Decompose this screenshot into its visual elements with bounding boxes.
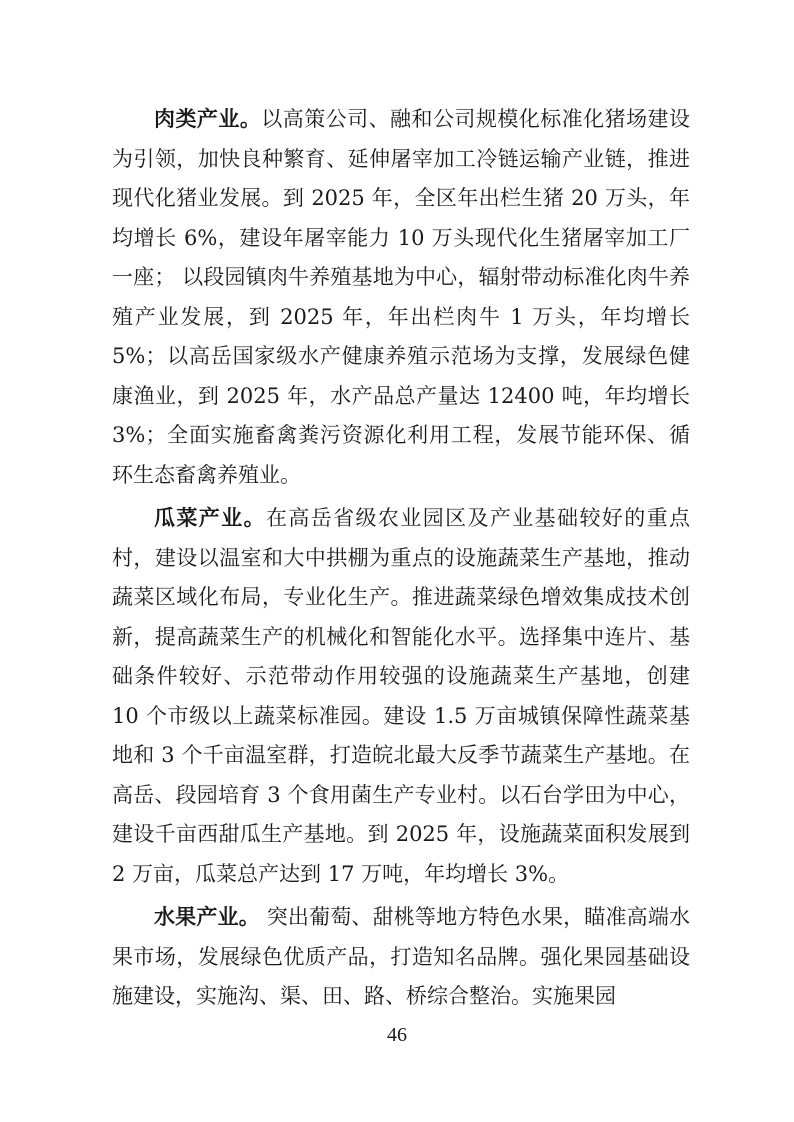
page-number: 46 — [387, 1024, 407, 1046]
paragraph-text: 在高岳省级农业园区及产业基础较好的重点村，建设以温室和大中拱棚为重点的设施蔬菜生产基地，推动蔬菜区域化布局，专业化生产。推进蔬菜绿色增效集成技术创新，提高蔬菜生产的机械化和智能化水平。选择集中连片、基础条件较好、示范带动作用较强的设施蔬菜生产基地，创建 10 个市级以上蔬菜标准园。建设 1.5 万亩城镇保障性蔬菜基地和 3 个千亩温室群，打造皖北最大反季节蔬菜生产基地。在高岳、段园培育 3 个食用菌生产专业村。以石台学田为中心，建设千亩西甜瓜生产基地。到 2025 年，设施蔬菜面积发展到 2 万亩，瓜菜总产达到 17 万吨，年均增长 3%。 — [112, 506, 691, 886]
paragraph-text: 以高策公司、融和公司规模化标准化猪场建设为引领，加快良种繁育、延伸屠宰加工冷链运输产业链，推进现代化猪业发展。到 2025 年，全区年出栏生猪 20 万头，年均增长 6%，建设年屠宰能力 10 万头现代化生猪屠宰加工厂一座； 以段园镇肉牛养殖基地为中心，辐射带动标准化肉牛养殖产业发展，到 2025 年，年出栏肉牛 1 万头，年均增长 5%；以高岳国家级水产健康养殖示范场为支撑，发展绿色健康渔业，到 2025 年，水产品总产量达 12400 吨，年均增长 3%；全面实施畜禽粪污资源化利用工程，发展节能环保、循环生态畜禽养殖业。 — [112, 107, 691, 487]
document-body — [112, 100, 690, 1017]
paragraph-heading: 瓜菜产业。 — [154, 506, 266, 530]
paragraph-text: 突出葡萄、甜桃等地方特色水果，瞄准高端水果市场，发展绿色优质产品，打造知名品牌。强化果园基础设施建设，实施沟、渠、田、路、桥综合整治。实施果园 — [112, 905, 690, 1008]
paragraph-heading: 肉类产业。 — [154, 107, 262, 131]
paragraph-fruit-industry — [112, 898, 690, 1017]
paragraph-meat-industry — [112, 100, 690, 495]
paragraph-vegetable-industry — [112, 499, 690, 894]
paragraph-heading: 水果产业。 — [154, 905, 260, 929]
